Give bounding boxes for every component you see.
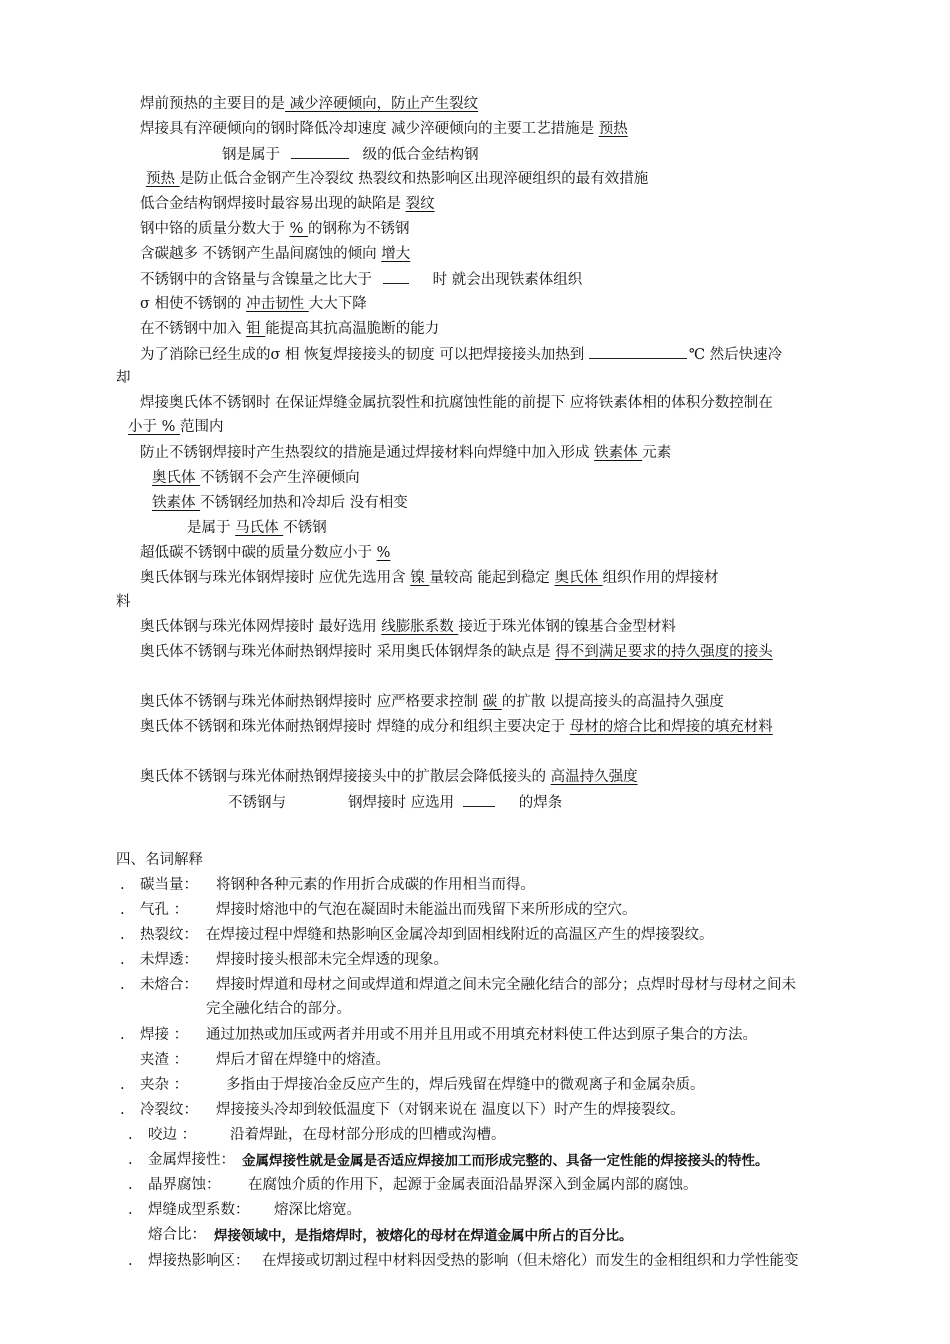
term-definition: 金属焊接性就是金属是否适应焊接加工而形成完整的、具备一定性能的焊接接头的特性。 (242, 1153, 769, 1169)
fill-line-11-cont: 却 (116, 370, 131, 386)
fill-line-13: 防止不锈钢焊接时产生热裂纹的措施是通过焊接材料向焊缝中加入形成 铁素体 元素 (140, 445, 672, 461)
answer: 得不到满足要求的持久强度的接头 (555, 644, 773, 660)
term-label: 未焊透： (140, 952, 198, 968)
answer: 预热 (146, 171, 180, 187)
term-item: . 咬边 ： 沿着焊趾，在母材部分形成的凹槽或沟槽。 (128, 1127, 506, 1143)
term-label: 焊接 ： (140, 1027, 189, 1043)
term-definition: 在焊接或切割过程中材料因受热的影响（但未熔化）而发生的金相组织和力学性能变 (262, 1253, 799, 1269)
fill-line-24: 不锈钢与 钢焊接时 应选用 的焊条 (228, 792, 562, 813)
term-label: 气孔 ： (140, 902, 189, 918)
answer: 裂纹 (405, 196, 435, 212)
term-label: 热裂纹： (140, 927, 198, 943)
fill-line-19: 奥氏体钢与珠光体网焊接时 最好选用 线膨胀系数 接近于珠光体钢的镍基合金型材料 (140, 619, 676, 635)
term-item: . 焊接 ： 通过加热或加压或两者并用或不用并且用或不用填充材料使工件达到原子集合的方法。 (120, 1027, 757, 1043)
term-definition: 沿着焊趾，在母材部分形成的凹槽或沟槽。 (230, 1127, 506, 1143)
answer: 高温持久强度 (550, 769, 638, 785)
term-label: 未熔合： (140, 977, 198, 993)
answer: 预热 (598, 121, 628, 137)
answer: 铁素体 (152, 495, 201, 511)
term-item: . 碳当量： 将钢种各种元素的作用折合成碳的作用相当而得。 (120, 877, 535, 893)
fill-line-20: 奥氏体不锈钢与珠光体耐热钢焊接时 采用奥氏体钢焊条的缺点是 得不到满足要求的持久强度的接头 (140, 644, 773, 660)
term-label: 金属焊接性： (148, 1152, 235, 1168)
answer: 奥氏体 (152, 470, 201, 486)
term-label: 碳当量： (140, 877, 198, 893)
fill-line-2: 焊接具有淬硬倾向的钢时降低冷却速度 减少淬硬倾向的主要工艺措施是 预热 (140, 121, 628, 137)
term-item: . 冷裂纹： 焊接接头冷却到较低温度下（对钢来说在 温度以下）时产生的焊接裂纹。 (120, 1102, 685, 1118)
term-definition: 焊接接头冷却到较低温度下（对钢来说在 温度以下）时产生的焊接裂纹。 (216, 1102, 685, 1118)
answer: 铁素体 (594, 445, 643, 461)
term-definition: 在腐蚀介质的作用下，起源于金属表面沿晶界深入到金属内部的腐蚀。 (248, 1177, 698, 1193)
fill-line-17: 超低碳不锈钢中碳的质量分数应小于 % (140, 545, 391, 561)
term-definition: 通过加热或加压或两者并用或不用并且用或不用填充材料使工件达到原子集合的方法。 (206, 1027, 757, 1043)
answer: % (289, 221, 308, 237)
term-definition: 多指由于焊接冶金反应产生的，焊后残留在焊缝中的微观离子和金属杂质。 (226, 1077, 705, 1093)
answer: 奥氏体 (554, 570, 603, 586)
answer: 马氏体 (235, 520, 284, 536)
fill-line-9: σ 相使不锈钢的 冲击韧性 大大下降 (140, 296, 367, 312)
term-item: . 焊接热影响区： 在焊接或切割过程中材料因受热的影响（但未熔化）而发生的金相组织和力学性能变 (128, 1253, 799, 1269)
answer: 母材的熔合比和焊接的填充材料 (569, 719, 773, 735)
answer: 线膨胀系数 (381, 619, 459, 635)
answer: 小于 % (128, 419, 180, 435)
term-definition: 熔深比熔宽。 (274, 1202, 361, 1218)
term-item: . 未熔合： 焊接时焊道和母材之间或焊道和焊道之间未完全融化结合的部分；点焊时母材与母材之间未 (120, 977, 796, 993)
fill-line-12-cont: 小于 % 范围内 (128, 419, 224, 435)
term-label: 焊缝成型系数： (148, 1202, 250, 1218)
blank (589, 344, 687, 359)
term-label: 熔合比： (148, 1227, 206, 1243)
section-title: 四、名词解释 (116, 852, 203, 868)
blank (383, 269, 409, 284)
fill-line-8: 不锈钢中的含铬量与含镍量之比大于 时 就会出现铁素体组织 (140, 269, 582, 290)
term-item: . 气孔 ： 焊接时熔池中的气泡在凝固时未能溢出而残留下来所形成的空穴。 (120, 902, 637, 918)
answer: 镍 (410, 570, 430, 586)
term-definition-cont: 完全融化结合的部分。 (206, 1001, 351, 1017)
term-label: 咬边 ： (148, 1127, 197, 1143)
answer: % (376, 545, 391, 561)
term-definition: 焊接时焊道和母材之间或焊道和焊道之间未完全融化结合的部分；点焊时母材与母材之间未 (216, 977, 796, 993)
fill-line-16: 是属于 马氏体 不锈钢 (187, 520, 327, 536)
blank (291, 144, 349, 159)
term-label: 夹杂 ： (140, 1077, 189, 1093)
term-label: 冷裂纹： (140, 1102, 198, 1118)
answer: 冲击韧性 (246, 296, 309, 312)
term-item: . 未焊透： 焊接时接头根部未完全焊透的现象。 (120, 952, 448, 968)
fill-line-22: 奥氏体不锈钢和珠光体耐热钢焊接时 焊缝的成分和组织主要决定于 母材的熔合比和焊接的填充材料 (140, 719, 773, 735)
fill-line-3: 钢是属于 级的低合金结构钢 (222, 144, 479, 165)
answer: 增大 (381, 246, 411, 262)
answer: 碳 (482, 694, 502, 710)
term-item: . 晶界腐蚀： 在腐蚀介质的作用下，起源于金属表面沿晶界深入到金属内部的腐蚀。 (128, 1177, 698, 1193)
term-item: . 夹杂 ： 多指由于焊接冶金反应产生的，焊后残留在焊缝中的微观离子和金属杂质。 (120, 1077, 705, 1093)
fill-line-1: 焊前预热的主要目的是 减少淬硬倾向，防止产生裂纹 (140, 96, 479, 112)
answer: 钼 (246, 321, 266, 337)
term-item: . 焊缝成型系数： 熔深比熔宽。 (128, 1202, 361, 1218)
fill-line-6: 钢中铬的质量分数大于 % 的钢称为不锈钢 (140, 221, 410, 237)
fill-line-18-cont: 料 (116, 594, 131, 610)
fill-line-12: 焊接奥氏体不锈钢时 在保证焊缝金属抗裂性和抗腐蚀性能的前提下 应将铁素体相的体积分数控制在 (140, 395, 773, 411)
fill-line-10: 在不锈钢中加入 钼 能提高其抗高温脆断的能力 (140, 321, 440, 337)
fill-line-23: 奥氏体不锈钢与珠光体耐热钢焊接接头中的扩散层会降低接头的 高温持久强度 (140, 769, 638, 785)
term-label: 夹渣 ： (140, 1052, 189, 1068)
fill-line-5: 低合金结构钢焊接时最容易出现的缺陷是 裂纹 (140, 196, 435, 212)
fill-line-21: 奥氏体不锈钢与珠光体耐热钢焊接时 应严格要求控制 碳 的扩散 以提高接头的高温持久强度 (140, 694, 724, 710)
term-label: 焊接热影响区： (148, 1253, 250, 1269)
fill-line-4: 预热 是防止低合金钢产生冷裂纹 热裂纹和热影响区出现淬硬组织的最有效措施 (146, 171, 649, 187)
answer: 减少淬硬倾向，防止产生裂纹 (285, 96, 479, 112)
term-definition: 在焊接过程中焊缝和热影响区金属冷却到固相线附近的高温区产生的焊接裂纹。 (206, 927, 714, 943)
term-definition: 焊后才留在焊缝中的熔渣。 (216, 1052, 390, 1068)
term-definition: 焊接时接头根部未完全焊透的现象。 (216, 952, 448, 968)
term-item: . 金属焊接性： 金属焊接性就是金属是否适应焊接加工而形成完整的、具备一定性能的焊接接头的特性。 (128, 1152, 769, 1169)
fill-line-15: 铁素体 不锈钢经加热和冷却后 没有相变 (152, 495, 408, 511)
blank (463, 792, 495, 807)
term-definition: 焊接时熔池中的气泡在凝固时未能溢出而残留下来所形成的空穴。 (216, 902, 637, 918)
fill-line-18: 奥氏体钢与珠光体钢焊接时 应优先选用含 镍 量较高 能起到稳定 奥氏体 组织作用的焊接材 (140, 570, 719, 586)
term-label: 晶界腐蚀： (148, 1177, 221, 1193)
term-item: . 热裂纹： 在焊接过程中焊缝和热影响区金属冷却到固相线附近的高温区产生的焊接裂纹。 (120, 927, 714, 943)
term-definition: 将钢种各种元素的作用折合成碳的作用相当而得。 (216, 877, 535, 893)
fill-line-14: 奥氏体 不锈钢不会产生淬硬倾向 (152, 470, 360, 486)
fill-line-11: 为了消除已经生成的σ 相 恢复焊接接头的韧度 可以把焊接接头加热到 ℃ 然后快速冷 (140, 344, 782, 365)
fill-line-7: 含碳越多 不锈钢产生晶间腐蚀的倾向 增大 (140, 246, 411, 262)
term-definition: 焊接领域中，是指熔焊时，被熔化的母材在焊道金属中所占的百分比。 (214, 1228, 633, 1244)
